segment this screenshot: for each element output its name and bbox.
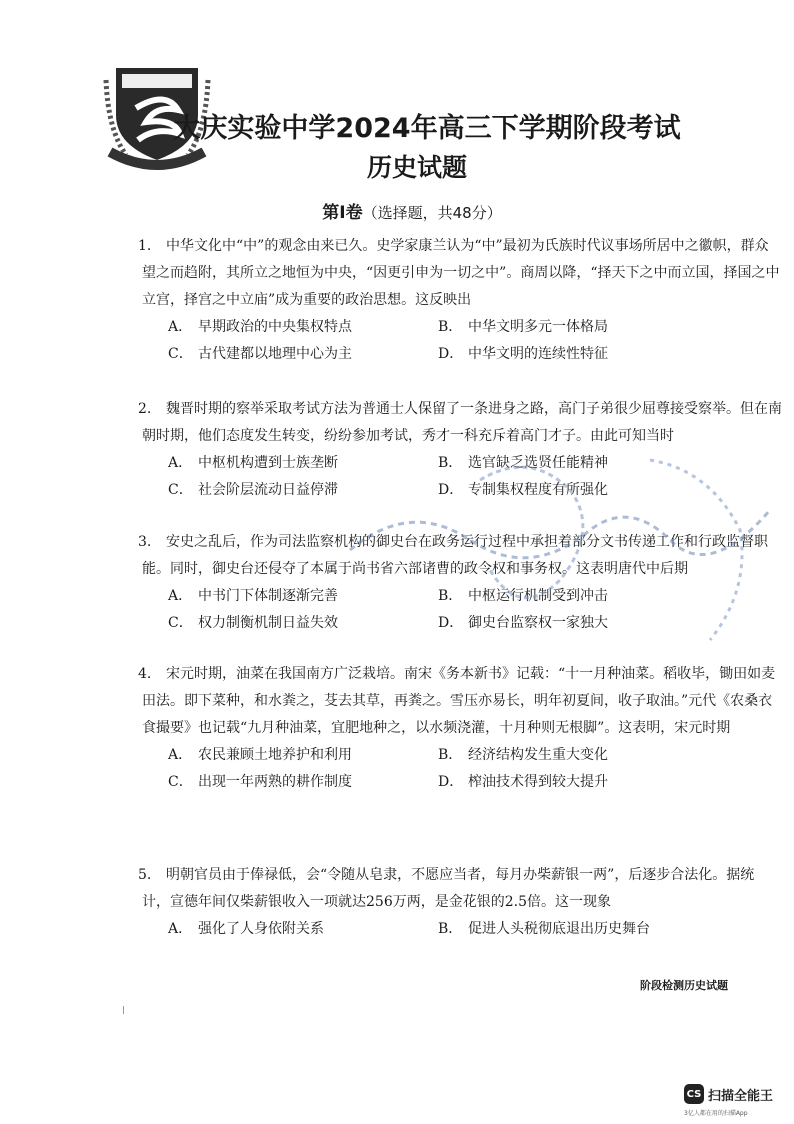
scanner-name: 扫描全能王 — [708, 1088, 774, 1104]
option-d[interactable]: D． 榨油技术得到较大提升 — [438, 774, 608, 790]
question-number: 5. — [138, 867, 152, 883]
question-1 — [138, 233, 782, 368]
question-stem: 安史之乱后，作为司法监察机构的御史台在政务运行过程中承担着部分文书传递工作和行政监督职能。同时，御史台还侵夺了本属于尚书省六部诸曹的政令权和事务权。这表明唐代中后期 — [142, 534, 768, 577]
scanner-watermark — [684, 1084, 773, 1104]
option-b[interactable]: B． 中枢运行机制受到冲击 — [438, 588, 608, 604]
option-d[interactable]: D． 专制集权程度有所强化 — [438, 482, 608, 498]
question-stem: 中华文化中“中”的观念由来已久。史学家康兰认为“中”最初为氏族时代议事场所居中之徽帜，群众望之而趋附，其所立之地恒为中央，“因更引申为一切之中”。商周以降，“择天下之中而立国，择国之中立宫，择宫之中立庙”成为重要的政治思想。这反映出 — [142, 238, 780, 308]
option-c[interactable]: C． 出现一年两熟的耕作制度 — [168, 774, 352, 790]
question-5 — [138, 862, 782, 943]
option-b[interactable]: B． 促进人头税彻底退出历史舞台 — [438, 921, 650, 937]
section-heading — [0, 198, 794, 223]
option-a[interactable]: A． 早期政治的中央集权特点 — [168, 319, 352, 335]
option-c[interactable]: C． 社会阶层流动日益停滞 — [168, 482, 338, 498]
option-d[interactable]: D． 中华文明的连续性特征 — [438, 346, 608, 362]
exam-title: 大庆实验中学2024年高三下学期阶段考试 — [173, 113, 681, 144]
page-footer: 阶段检测历史试题 — [640, 979, 728, 992]
scanner-tagline: 3亿人都在用的扫描App — [684, 1110, 748, 1117]
question-number: 4. — [138, 666, 152, 682]
option-b[interactable]: B． 中华文明多元一体格局 — [438, 319, 608, 335]
scan-mark — [123, 1006, 124, 1014]
option-a[interactable]: A． 中枢机构遭到士族垄断 — [168, 455, 338, 471]
option-b[interactable]: B． 选官缺乏选贤任能精神 — [438, 455, 608, 471]
option-a[interactable]: A． 农民兼顾土地养护和利用 — [168, 747, 352, 763]
ink-stamp-icon — [330, 440, 780, 660]
question-number: 2. — [138, 401, 152, 417]
option-a[interactable]: A． 中书门下体制逐渐完善 — [168, 588, 338, 604]
question-stem: 魏晋时期的察举采取考试方法为普通士人保留了一条进身之路，高门子弟很少屈尊接受察举。但在南朝时期，他们态度发生转变，纷纷参加考试，秀才一科充斥着高门才子。由此可知当时 — [142, 401, 782, 444]
option-a[interactable]: A． 强化了人身依附关系 — [168, 921, 324, 937]
question-4 — [138, 661, 782, 796]
option-c[interactable]: C． 古代建都以地理中心为主 — [168, 346, 352, 362]
option-d[interactable]: D． 御史台监察权一家独大 — [438, 615, 608, 631]
option-c[interactable]: C． 权力制衡机制日益失效 — [168, 615, 338, 631]
section-note: （选择题，共48分） — [362, 204, 502, 222]
question-stem: 明朝官员由于俸禄低，会“令随从皂隶，不愿应当者，每月办柴薪银一两”，后逐步合法化。据统计，宣德年间仅柴薪银收入一项就达256万两，是金花银的2.5倍。这一现象 — [142, 867, 755, 910]
question-number: 1. — [138, 238, 152, 254]
camscanner-logo-icon: CS — [684, 1084, 704, 1104]
option-b[interactable]: B． 经济结构发生重大变化 — [438, 747, 608, 763]
exam-subject: 历史试题 — [366, 153, 467, 182]
question-stem: 宋元时期，油菜在我国南方广泛栽培。南宋《务本新书》记载：“十一月种油菜。稻收毕，锄田如麦田法。即下菜种，和水粪之，芟去其草，再粪之。雪压亦易长，明年初夏间，收子取油。”元代《农桑衣食撮要》也记载“九月种油菜，宜肥地种之，以水频浇灌，十月种则无根脚”。这表明，宋元时期 — [142, 666, 776, 736]
section-main: 第Ⅰ卷 — [322, 203, 363, 223]
question-number: 3. — [138, 534, 152, 550]
